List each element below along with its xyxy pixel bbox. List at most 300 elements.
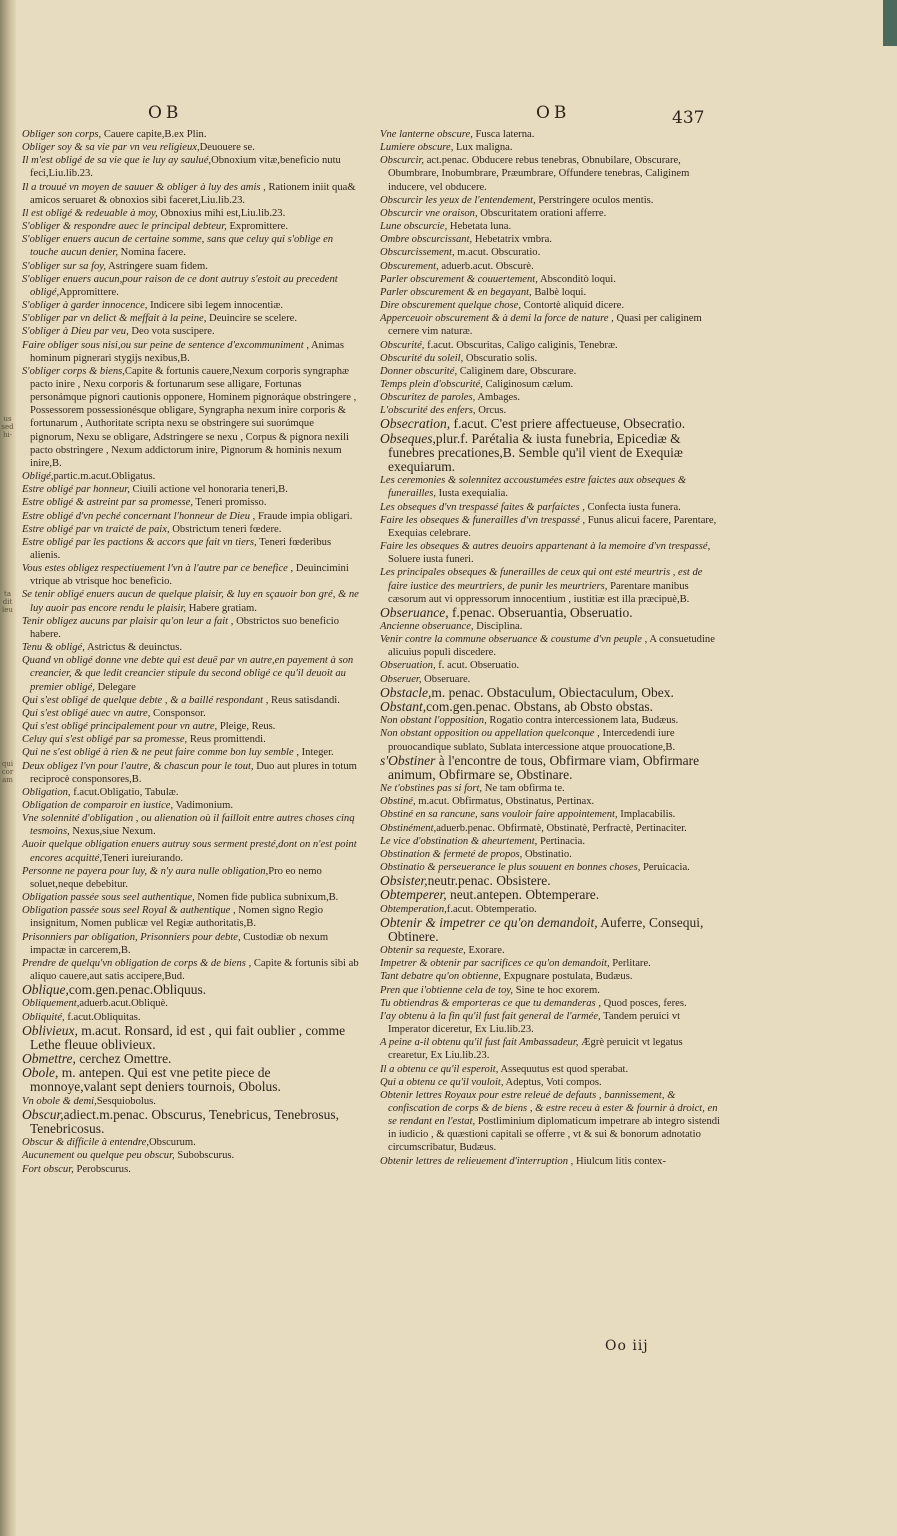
dictionary-entry	[380, 714, 720, 727]
entry-french: Obstiné en sa rancune, sans vouloir faire appointement,	[380, 809, 618, 821]
dictionary-entry	[380, 606, 720, 620]
entry-french: Obligation,	[22, 786, 71, 798]
entry-latin: aduerb.acut. Obscurè.	[438, 260, 534, 272]
entry-french: Oblique,	[22, 982, 69, 998]
entry-french: Vn obole & demi,	[22, 1095, 97, 1107]
entry-french: Obscur,	[22, 1106, 64, 1122]
dictionary-entry	[22, 141, 360, 154]
dictionary-entry	[380, 194, 720, 207]
dictionary-entry	[22, 562, 360, 588]
dictionary-entry	[22, 470, 360, 483]
dictionary-entry	[22, 957, 360, 983]
dictionary-entry	[22, 523, 360, 536]
entry-french: Les obseques d'vn trespassé faites & parfaictes	[380, 501, 580, 513]
dictionary-entry	[380, 1010, 720, 1036]
dictionary-entry	[22, 812, 360, 838]
entry-french: Tant debatre qu'on obtienne,	[380, 971, 501, 983]
entry-french: Obseruer,	[380, 673, 422, 685]
entry-latin: Teneri promisso.	[192, 497, 267, 509]
entry-french: Non obstant l'opposition,	[380, 715, 487, 727]
entry-latin: Obnoxium vitæ,beneficio nutu feci,Liu.lib.23.	[30, 155, 341, 180]
entry-latin: à l'encontre de tous, Obfirmare viam, Obfirmare animum, Obfirmare se, Obstinare.	[388, 752, 700, 782]
entry-french: Obscurement,	[380, 260, 439, 272]
entry-french: S'obliger par vn delict & meffait à la peine,	[22, 313, 207, 325]
dictionary-entry	[22, 615, 360, 641]
entry-french: Obseques,	[380, 430, 436, 446]
entry-french: Obstinatio & perseuerance le plus souuent en bonnes choses,	[380, 862, 641, 874]
entry-french: Obtemperation,	[380, 903, 447, 915]
entry-french: Obligé,	[22, 471, 54, 483]
entry-french: Les ceremonies & solennitez accoustumées estre faictes aux obseques & funerailles,	[380, 475, 687, 500]
entry-latin: Adeptus, Voti compos.	[503, 1076, 602, 1088]
entry-latin: Implacabilis.	[617, 809, 676, 821]
dictionary-entry	[22, 496, 360, 509]
dictionary-entry	[380, 888, 720, 902]
entry-latin: f.penac. Obseruantia, Obseruatio.	[448, 604, 633, 620]
entry-latin: Sesquiobolus.	[96, 1095, 156, 1107]
column-left	[22, 128, 360, 1176]
dictionary-entry	[22, 483, 360, 496]
entry-french: Obliquement,	[22, 998, 80, 1010]
dictionary-entry	[22, 904, 360, 930]
entry-french: Estre obligé d'vn peché concernant l'honneur de Dieu	[22, 510, 251, 522]
entry-french: Impetrer & obtenir par sacrifices ce qu'on demandoit,	[380, 958, 610, 970]
entry-latin: neutr.penac. Obsistere.	[427, 873, 551, 889]
entry-latin: Obscuratio solis.	[463, 352, 538, 364]
entry-latin: com.gen.penac. Obstans, ab Obsto obstas.	[426, 699, 653, 714]
entry-french: S'obliger corps & biens,	[22, 365, 125, 377]
entry-latin: , Intercedendi iure prouocandique sublato, Sublata intercessione atque prouocatione,B.	[388, 728, 676, 753]
entry-latin: Auferre, Consequi, Obtinere.	[388, 914, 704, 944]
entry-latin: Exorare.	[465, 945, 505, 957]
entry-latin: , Obstrictos suo beneficio habere.	[30, 615, 340, 640]
entry-latin: Deo vota suscipere.	[128, 326, 215, 338]
entry-latin: Ciuili actione vel honoraria teneri,B.	[129, 484, 288, 496]
entry-latin: , A consuetudine alicuius populi discedere.	[388, 634, 715, 659]
entry-french: Estre obligé & astreint par sa promesse,	[22, 497, 193, 509]
entry-latin: , Animas hominum pignerari stygijs nexibus,B.	[30, 339, 344, 364]
entry-french: Estre obligé par les pactions & accors que fait vn tiers,	[22, 536, 257, 548]
dictionary-entry	[22, 983, 360, 997]
entry-french: Apperceuoir obscurement & à demi la force de nature	[380, 313, 609, 325]
entry-french: Venir contre la commune obseruance & coustume d'vn peuple	[380, 634, 642, 646]
entry-french: S'obliger & respondre auec le principal debteur,	[22, 221, 227, 233]
entry-french: Obscurité,	[380, 339, 425, 351]
dictionary-entry	[380, 984, 720, 997]
dictionary-entry	[22, 865, 360, 891]
dictionary-entry	[22, 128, 360, 141]
entry-latin: Contortè aliquid dicere.	[521, 300, 624, 312]
entry-french: Ne t'obstines pas si fort,	[380, 783, 483, 795]
entry-latin: Obnoxius mihi est,Liu.lib.23.	[157, 207, 286, 219]
entry-french: S'obliger à garder innocence,	[22, 300, 148, 312]
entry-latin: Deuouere se.	[199, 142, 255, 154]
page-number: 437	[672, 108, 705, 128]
entry-latin: , Deuincimini vtrique ab vtrisque hoc beneficio.	[30, 563, 349, 588]
entry-latin: , Fraude impia obligari.	[250, 510, 353, 522]
entry-latin: Tandem peruici vt Imperator diceretur, Ex Liu.lib.23.	[388, 1010, 681, 1036]
entry-french: Obstiné,	[380, 796, 416, 808]
dictionary-entry	[380, 233, 720, 246]
entry-french: S'obliger enuers aucun de certaine somme, sans que celuy qui s'oblige en touche aucun denier,	[22, 234, 334, 259]
entry-french: Le vice d'obstination & aheurtement,	[380, 835, 538, 847]
dictionary-entry	[380, 417, 720, 431]
dictionary-entry	[380, 944, 720, 957]
dictionary-entry	[380, 848, 720, 861]
entry-french: Obligation passée sous seel authentique,	[22, 892, 195, 904]
entry-latin: f.acut. Obscuritas, Caligo caliginis, Tenebræ.	[424, 339, 618, 351]
entry-french: Obligation passée sous seel Royal & authentique	[22, 905, 231, 917]
entry-latin: Indicere sibi legem innocentiæ.	[147, 300, 284, 312]
dictionary-entry	[380, 1063, 720, 1076]
dictionary-entry	[22, 1024, 360, 1052]
entry-french: Qui s'est obligé principalement pour vn autre,	[22, 721, 218, 733]
dictionary-entry	[380, 540, 720, 566]
entry-french: Il m'est obligé de sa vie que ie luy ay saulué,	[22, 155, 212, 167]
entry-latin: Orcus.	[475, 405, 507, 417]
entry-french: Personne ne payera pour luy, & n'y aura nulle obligation,	[22, 865, 269, 877]
dictionary-entry	[380, 874, 720, 888]
entry-latin: m.acut. Obfirmatus, Obstinatus, Pertinax.	[415, 796, 595, 808]
dictionary-entry	[380, 1155, 720, 1168]
entry-french: Obscuritez de paroles,	[380, 392, 476, 404]
entry-french: S'obliger enuers aucun,pour raison de ce dont autruy s'estoit au precedent obligé,	[22, 273, 338, 298]
entry-french: Quand vn obligé donne vne debte qui est deuë par vn autre,en payement à son creancier, & que ledit creancier stipule du second obligé ce qu'il deuoit au premier obligé,	[22, 655, 354, 693]
entry-latin: Peruicacia.	[640, 862, 690, 874]
entry-latin: , Integer.	[293, 747, 334, 759]
dictionary-entry	[22, 233, 360, 259]
entry-latin: Ambages.	[475, 392, 520, 404]
entry-latin: Deuincire se scelere.	[206, 313, 297, 325]
entry-french: Obliger soy & sa vie par vn veu religieux,	[22, 142, 200, 154]
entry-french: Il est obligé & redeuable à moy,	[22, 207, 158, 219]
entry-latin: Subobscurus.	[174, 1150, 235, 1162]
entry-french: Parler obscurement & couuertement,	[380, 273, 538, 285]
entry-latin: Caliginem dare, Obscurare.	[457, 365, 577, 377]
entry-latin: , Funus alicui facere, Parentare, Exequias celebrare.	[388, 514, 717, 539]
entry-french: Pren que i'obtienne cela de toy,	[380, 984, 514, 996]
entry-latin: Reus promittendi.	[187, 734, 266, 746]
dictionary-entry	[380, 207, 720, 220]
entry-latin: Sine te hoc exorem.	[513, 984, 600, 996]
dictionary-entry	[22, 654, 360, 693]
entry-latin: Astrictus & deuinctus.	[84, 642, 182, 654]
entry-latin: Fusca laterna.	[472, 129, 535, 140]
entry-french: Obtenir lettres Royaux pour estre releué de defauts , bannissement, & confiscation de corps & de biens , & estre receu à ester & fournir à droict, en se rendant en l'estat,	[380, 1089, 718, 1128]
dictionary-entry	[380, 352, 720, 365]
entry-latin: , Capite & fortunis sibi ab aliquo cauere,aut satis accipere,Bud.	[30, 957, 359, 982]
entry-french: I'ay obtenu à la fin qu'il fust fait general de l'armée,	[380, 1010, 601, 1022]
dictionary-entry	[380, 128, 720, 141]
dictionary-entry	[22, 154, 360, 180]
dictionary-entry	[380, 620, 720, 633]
entry-latin: Pertinacia.	[537, 835, 585, 847]
entry-latin: m.acut. Ronsard, id est , qui fait oublier , comme Lethe fleuue oblivieux.	[30, 1022, 346, 1052]
dictionary-entry	[380, 1036, 720, 1062]
dictionary-entry	[380, 391, 720, 404]
dictionary-entry	[22, 733, 360, 746]
dictionary-entry	[380, 299, 720, 312]
entry-french: Obligation de comparoir en iustice,	[22, 799, 174, 811]
bleed-through-text: us sed hi-	[1, 415, 14, 439]
dictionary-entry	[22, 299, 360, 312]
dictionary-entry	[380, 1089, 720, 1155]
entry-latin: Pleige, Reus.	[217, 721, 276, 733]
entry-latin: Perstringere oculos mentis.	[535, 194, 654, 206]
entry-latin: Nexus,siue Nexum.	[69, 826, 156, 838]
entry-latin: partic.m.acut.Obligatus.	[53, 471, 156, 483]
entry-latin: Capite & fortunis cauere,Nexum corporis syngraphæ pacto inire , Nexu corporis & fortunarum sese alligare, Fortunas personámque pignori cautionis opponere, Hominem pignoráque obstringere , Possessorem possessionésque obligare, Syngrapha nexum inire corporis & fortunarum , Authoritate scripta nexu se obstringere sui suorúmque pignorum, Nexu se obligare, Adstringere se nexu , Corpus & pignora nexili pacto obstringere , Nexum addictorum inire, Pignorum & hominis nexum inire,B.	[30, 365, 357, 469]
entry-latin: , Reus satisdandi.	[263, 694, 340, 706]
entry-french: Qui a obtenu ce qu'il vouloit,	[380, 1076, 504, 1088]
entry-french: Les principales obseques & funerailles de ceux qui ont esté meurtris , est de faire iustice des meurtriers, de punir les meurtriers,	[380, 567, 703, 592]
entry-latin: Vadimonium.	[173, 799, 233, 811]
entry-latin: Postliminium diplomaticum impetrare ab integro sistendi in iudicio , & quæstioni capitali se offerre , vt & sui & bonorum adnotatio circumscribatur, Budæus.	[388, 1116, 721, 1154]
dictionary-entry	[22, 588, 360, 614]
entry-french: Obsister,	[380, 873, 428, 889]
dictionary-entry	[22, 641, 360, 654]
entry-french: Qui ne s'est obligé à rien & ne peut faire comme bon luy semble	[22, 747, 294, 759]
entry-latin: Pro eo nemo soluet,neque debebitur.	[30, 865, 322, 890]
entry-french: Auoir quelque obligation enuers autruy sous serment presté,dont on n'est point encores acquitté,	[22, 839, 357, 864]
dictionary-entry	[22, 891, 360, 904]
bleed-through-text: qui cor am	[1, 760, 14, 784]
dictionary-entry	[380, 957, 720, 970]
entry-french: Vne solennité d'obligation , ou alienation où il failloit entre autres choses cinq tesmoins,	[22, 813, 355, 838]
entry-latin: plur.f. Parétalia & iusta funebria, Epicediæ & funebres precationes,B. Semble qu'il vient de Exequiæ exequiarum.	[388, 430, 683, 475]
entry-latin: Balbè loqui.	[531, 286, 587, 298]
dictionary-entry	[22, 1066, 360, 1094]
entry-french: A peine a-il obtenu qu'il fust fait Ambassadeur,	[380, 1037, 579, 1049]
dictionary-entry	[380, 286, 720, 299]
entry-latin: Caliginosum cælum.	[482, 378, 574, 390]
entry-latin: Cauere capite,B.ex Plin.	[101, 129, 207, 140]
dictionary-entry	[22, 1052, 360, 1066]
entry-french: Obmettre,	[22, 1051, 76, 1067]
entry-french: Se tenir obligé enuers aucun de quelque plaisir, & luy en sçauoir bon gré, & ne luy auoir pas encore rendu le plaisir,	[22, 589, 359, 614]
dictionary-entry	[380, 474, 720, 500]
dictionary-entry	[380, 782, 720, 795]
dictionary-entry	[380, 795, 720, 808]
entry-french: Obole,	[22, 1065, 59, 1081]
dictionary-entry	[22, 760, 360, 786]
entry-latin: aduerb.acut.Obliquè.	[79, 998, 168, 1010]
entry-french: S'obliger à Dieu par veu,	[22, 326, 129, 338]
entry-french: Obtenir & impetrer ce qu'on demandoit,	[380, 914, 598, 930]
entry-latin: m. penac. Obstaculum, Obiectaculum, Obex.	[431, 684, 674, 700]
dictionary-entry	[380, 566, 720, 605]
dictionary-entry	[22, 1163, 360, 1176]
entry-latin: Nomen fide publica subnixum,B.	[194, 892, 339, 904]
entry-latin: Perlitare.	[609, 958, 651, 970]
dictionary-entry	[22, 510, 360, 523]
corner-binding	[883, 0, 897, 46]
dictionary-entry	[380, 754, 720, 782]
dictionary-entry	[380, 154, 720, 193]
entry-latin: Iusta exequialia.	[435, 488, 509, 500]
entry-french: Oblivieux,	[22, 1022, 78, 1038]
entry-french: Obscurcir vne oraison,	[380, 207, 478, 219]
entry-latin: Teneri iureiurando.	[101, 852, 184, 864]
entry-latin: adiect.m.penac. Obscurus, Tenebricus, Tenebrosus, Tenebricosus.	[30, 1106, 340, 1137]
entry-french: Obstinément,	[380, 822, 437, 834]
entry-french: Obseruance,	[380, 604, 449, 620]
dictionary-entry	[380, 633, 720, 659]
entry-french: Celuy qui s'est obligé par sa promesse,	[22, 734, 188, 746]
entry-latin: Expromittere.	[226, 221, 288, 233]
entry-latin: m.acut. Obscuratio.	[454, 247, 541, 259]
dictionary-entry	[380, 822, 720, 835]
entry-latin: , Hiulcum litis contex-	[568, 1155, 666, 1167]
entry-french: s'Obstiner	[380, 752, 436, 768]
dictionary-entry	[22, 365, 360, 470]
entry-latin: , Rationem iniit qua& amicos seruaret & obnoxios sibi faceret,Liu.lib.23.	[30, 181, 356, 206]
entry-french: Dire obscurement quelque chose,	[380, 300, 522, 312]
dictionary-entry	[380, 686, 720, 700]
entry-french: Obscurcir les yeux de l'entendement,	[380, 194, 536, 206]
entry-latin: Perobscurus.	[73, 1163, 131, 1175]
entry-latin: Duo aut plures in totum reciprocè consponsores,B.	[30, 760, 357, 785]
dictionary-entry	[380, 339, 720, 352]
entry-french: Temps plein d'obscurité,	[380, 378, 483, 390]
entry-latin: , Nomen signo Regio insignitum, Nomen publicæ vel Regiæ authoritatis,B.	[30, 905, 324, 930]
entry-french: Ancienne obseruance,	[380, 621, 474, 633]
entry-latin: Ægrè peruicit vt legatus crearetur, Ex Liu.lib.23.	[388, 1037, 683, 1062]
signature-mark: Oo iij	[605, 1338, 649, 1354]
dictionary-entry	[380, 835, 720, 848]
entry-latin: Custodiæ ob nexum impactæ in carcerem,B.	[30, 931, 329, 956]
entry-french: Faire obliger sous nisi,ou sur peine de sentence d'excommuniment	[22, 339, 304, 351]
dictionary-entry	[22, 273, 360, 299]
entry-french: Faire les obseques & funerailles d'vn trespassé	[380, 514, 580, 526]
entry-french: Obscurcir,	[380, 155, 425, 167]
dictionary-entry	[380, 1076, 720, 1089]
running-head-left: OB	[148, 103, 183, 123]
entry-french: Tenir obligez aucuns par plaisir qu'on leur a fait	[22, 615, 229, 627]
entry-latin: f.acut. Obtemperatio.	[446, 903, 537, 915]
entry-french: Obtemperer,	[380, 887, 447, 903]
dictionary-entry	[380, 220, 720, 233]
entry-french: Estre obligé par vn traicté de paix,	[22, 523, 170, 535]
dictionary-entry	[22, 260, 360, 273]
dictionary-entry	[22, 707, 360, 720]
entry-french: Obtenir lettres de relieuement d'interruption	[380, 1155, 569, 1167]
dictionary-entry	[380, 378, 720, 391]
dictionary-entry	[22, 339, 360, 365]
entry-french: Il a trouué vn moyen de sauuer & obliger à luy des amis	[22, 181, 261, 193]
dictionary-entry	[380, 916, 720, 944]
entry-french: Lune obscurcie,	[380, 221, 448, 233]
entry-latin: Hebetatrix vmbra.	[472, 234, 552, 246]
dictionary-entry	[22, 181, 360, 207]
dictionary-entry	[22, 746, 360, 759]
entry-latin: neut.antepen. Obtemperare.	[446, 887, 600, 903]
entry-french: Donner obscurité,	[380, 365, 458, 377]
entry-french: Il a obtenu ce qu'il esperoit,	[380, 1063, 499, 1075]
entry-latin: com.gen.penac.Obliquus.	[68, 982, 207, 998]
entry-latin: f.acut.Obliquitas.	[64, 1011, 141, 1023]
entry-latin: cerchez Omettre.	[75, 1051, 172, 1067]
dictionary-entry	[22, 694, 360, 707]
entry-latin: Ne tam obfirma te.	[482, 783, 565, 795]
dictionary-entry	[22, 1108, 360, 1136]
entry-french: Qui s'est obligé auec vn autre,	[22, 707, 151, 719]
entry-latin: , Quod posces, feres.	[595, 997, 687, 1009]
entry-latin: Obscurum.	[149, 1137, 196, 1149]
entry-french: Obliger son corps,	[22, 129, 102, 140]
entry-french: Vous estes obligez respectiuement l'vn à l'autre par ce benefice	[22, 563, 288, 575]
entry-latin: Astringere suam fidem.	[106, 260, 208, 272]
entry-latin: Parentare manibus cæsorum aut vi oppressorum innocentium , iustitiæ est illa præcipuè,B.	[388, 580, 690, 605]
entry-french: Lumiere obscure,	[380, 142, 454, 154]
dictionary-entry	[380, 659, 720, 672]
entry-latin: Obstinatio.	[522, 848, 572, 860]
dictionary-entry	[380, 246, 720, 259]
entry-french: Ombre obscurcissant,	[380, 234, 473, 246]
entry-french: Vne lanterne obscure,	[380, 129, 473, 140]
entry-latin: act.penac. Obducere rebus tenebras, Obnubilare, Obscurare, Obumbrare, Inobumbrare, Præumbrare, Offundere tenebras, Caliginem inducere, vel obducere.	[388, 155, 690, 193]
dictionary-entry	[22, 720, 360, 733]
entry-latin: Nomina facere.	[117, 247, 186, 259]
entry-latin: , Confecta iusta funera.	[579, 501, 681, 513]
entry-french: Aucunement ou quelque peu obscur,	[22, 1150, 175, 1162]
entry-latin: Teneri fœderibus alienis.	[30, 536, 332, 561]
entry-latin: aduerb.penac. Obfirmatè, Obstinatè, Perfractè, Pertinaciter.	[436, 822, 687, 834]
dictionary-entry	[380, 997, 720, 1010]
entry-latin: Hebetata luna.	[447, 221, 512, 233]
entry-french: Fort obscur,	[22, 1163, 74, 1175]
dictionary-entry	[380, 312, 720, 338]
dictionary-entry	[22, 997, 360, 1010]
dictionary-entry	[380, 514, 720, 540]
entry-latin: Appromittere.	[59, 286, 119, 298]
entry-latin: f.acut. C'est priere affectueuse, Obsecratio.	[450, 416, 686, 432]
dictionary-entry	[22, 838, 360, 864]
entry-french: Prisonniers par obligation, Prisonniers pour debte,	[22, 931, 241, 943]
entry-french: L'obscurité des enfers,	[380, 405, 476, 417]
entry-latin: Delegare	[94, 681, 136, 693]
dictionary-entry	[22, 220, 360, 233]
entry-latin: Soluere iusta funeri.	[388, 554, 474, 566]
entry-french: S'obliger sur sa foy,	[22, 260, 107, 272]
entry-latin: Consponsor.	[150, 707, 206, 719]
entry-latin: Assequutus est quod sperabat.	[498, 1063, 629, 1075]
entry-french: Obtenir sa requeste,	[380, 945, 466, 957]
entry-french: Obscur & difficile à entendre,	[22, 1137, 150, 1149]
dictionary-entry	[380, 501, 720, 514]
entry-french: Non obstant opposition ou appellation quelconque	[380, 728, 595, 740]
entry-french: Obliquité,	[22, 1011, 65, 1023]
dictionary-entry	[22, 799, 360, 812]
entry-french: Prendre de quelqu'vn obligation de corps & de biens	[22, 957, 246, 969]
entry-french: Obstant,	[380, 699, 427, 714]
dictionary-entry	[380, 970, 720, 983]
entry-french: Obsecration,	[380, 416, 451, 432]
entry-latin: Obscuritatem orationi afferre.	[477, 207, 607, 219]
entry-latin: Expugnare postulata, Budæus.	[500, 971, 633, 983]
entry-french: Obstacle,	[380, 684, 432, 700]
dictionary-entry	[22, 931, 360, 957]
dictionary-entry	[380, 273, 720, 286]
entry-french: Estre obligé par honneur,	[22, 484, 130, 496]
entry-french: Tenu & obligé,	[22, 642, 85, 654]
dictionary-entry	[22, 312, 360, 325]
running-head-right: OB	[536, 103, 571, 123]
dictionary-entry	[380, 260, 720, 273]
entry-latin: Disciplina.	[473, 621, 523, 633]
dictionary-entry	[22, 536, 360, 562]
entry-latin: Obstrictum teneri fœdere.	[169, 523, 282, 535]
